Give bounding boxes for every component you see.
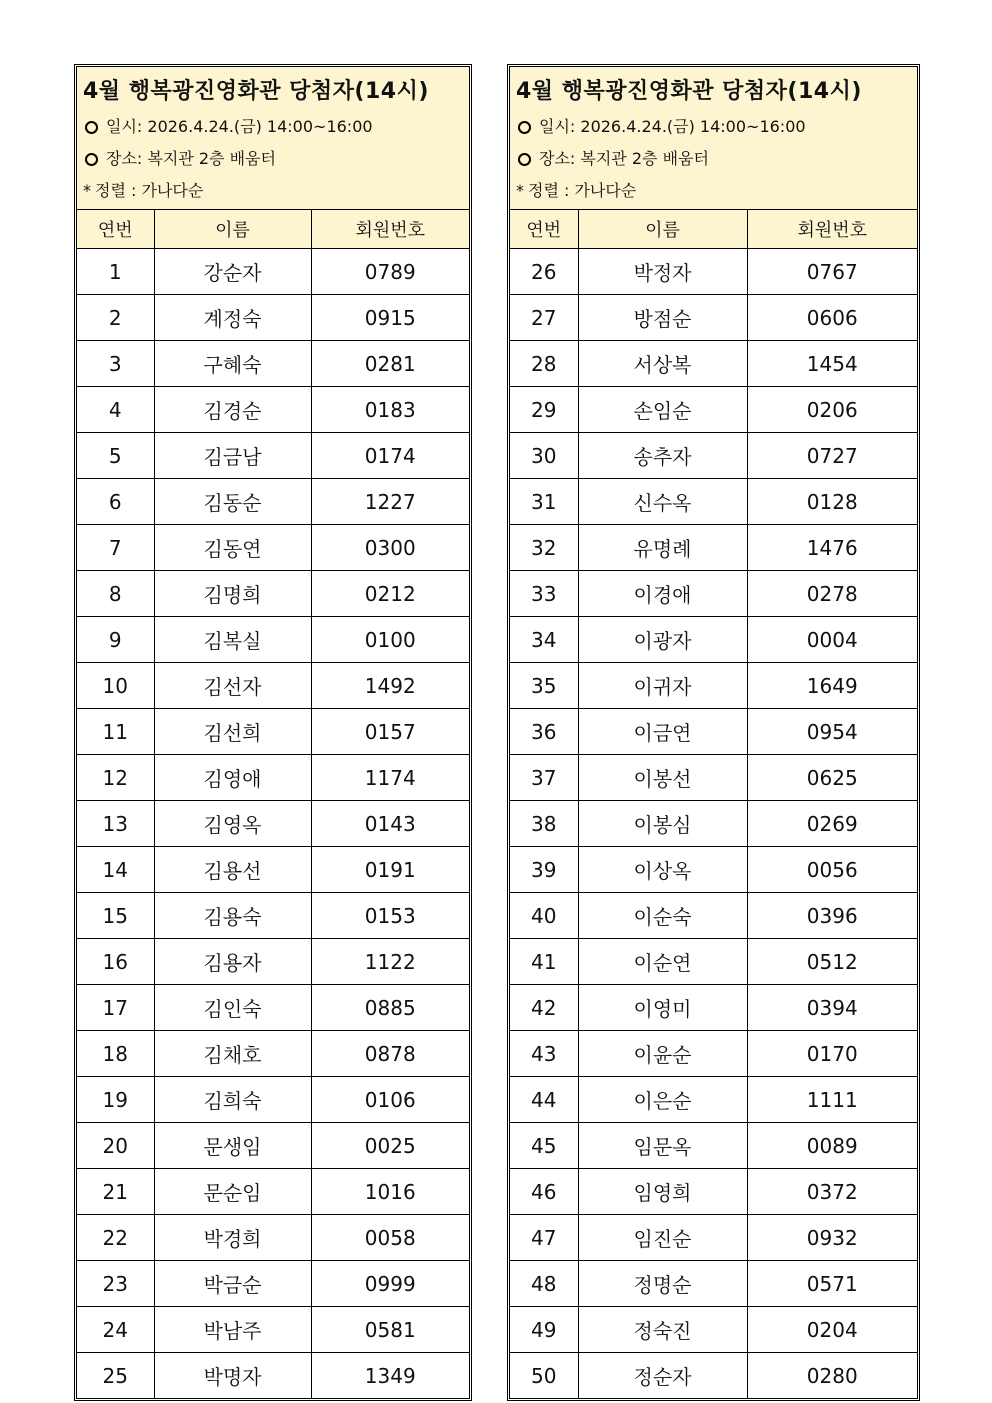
- row-number-cell: 3: [77, 341, 154, 387]
- member-id-cell: 0767: [747, 249, 917, 295]
- table-row: [77, 1215, 469, 1261]
- member-id-cell: 0058: [311, 1215, 469, 1261]
- table-header-row: [77, 210, 469, 249]
- name-cell: 유명례: [578, 525, 747, 571]
- row-number-cell: 27: [510, 295, 578, 341]
- name-cell: 임진순: [578, 1215, 747, 1261]
- member-id-cell: 0153: [311, 893, 469, 939]
- name-cell: 정숙진: [578, 1307, 747, 1353]
- table-row: [510, 801, 917, 847]
- name-cell: 김영옥: [154, 801, 311, 847]
- member-id-cell: 0106: [311, 1077, 469, 1123]
- column-header-name: 이름: [154, 210, 311, 249]
- date-text: 일시: 2026.4.24.(금) 14:00~16:00: [106, 117, 373, 136]
- row-number-cell: 39: [510, 847, 578, 893]
- member-id-cell: 0512: [747, 939, 917, 985]
- member-id-cell: 0954: [747, 709, 917, 755]
- table-row: [77, 893, 469, 939]
- name-cell: 정순자: [578, 1353, 747, 1399]
- row-number-cell: 21: [77, 1169, 154, 1215]
- name-cell: 김희숙: [154, 1077, 311, 1123]
- table-row: [77, 663, 469, 709]
- panel-header: [510, 67, 917, 210]
- row-number-cell: 42: [510, 985, 578, 1031]
- row-number-cell: 4: [77, 387, 154, 433]
- name-cell: 방점순: [578, 295, 747, 341]
- date-line: [516, 111, 911, 143]
- row-number-cell: 30: [510, 433, 578, 479]
- member-id-cell: 0932: [747, 1215, 917, 1261]
- row-number-cell: 41: [510, 939, 578, 985]
- name-cell: 구혜숙: [154, 341, 311, 387]
- table-row: [510, 1215, 917, 1261]
- panel-title: 4월 행복광진영화관 당첨자(14시): [516, 79, 862, 104]
- row-number-cell: 43: [510, 1031, 578, 1077]
- member-id-cell: 0394: [747, 985, 917, 1031]
- table-row: [77, 387, 469, 433]
- name-cell: 김선자: [154, 663, 311, 709]
- circle-bullet-icon: [518, 121, 531, 134]
- name-cell: 정명순: [578, 1261, 747, 1307]
- table-body: [77, 249, 469, 1399]
- asterisk-icon: *: [516, 181, 524, 200]
- row-number-cell: 50: [510, 1353, 578, 1399]
- row-number-cell: 20: [77, 1123, 154, 1169]
- table-row: [77, 1353, 469, 1399]
- row-number-cell: 5: [77, 433, 154, 479]
- table-row: [77, 847, 469, 893]
- member-id-cell: 0128: [747, 479, 917, 525]
- row-number-cell: 47: [510, 1215, 578, 1261]
- sort-line: [83, 175, 463, 207]
- name-cell: 문순임: [154, 1169, 311, 1215]
- name-cell: 김금남: [154, 433, 311, 479]
- table-row: [77, 479, 469, 525]
- row-number-cell: 15: [77, 893, 154, 939]
- place-line: [83, 143, 463, 175]
- name-cell: 김선희: [154, 709, 311, 755]
- name-cell: 임문옥: [578, 1123, 747, 1169]
- name-cell: 김동순: [154, 479, 311, 525]
- member-id-cell: 1174: [311, 755, 469, 801]
- asterisk-icon: *: [83, 181, 91, 200]
- name-cell: 서상복: [578, 341, 747, 387]
- member-id-cell: 0280: [747, 1353, 917, 1399]
- place-line: [516, 143, 911, 175]
- name-cell: 손임순: [578, 387, 747, 433]
- name-cell: 이귀자: [578, 663, 747, 709]
- member-id-cell: 1454: [747, 341, 917, 387]
- member-id-cell: 0269: [747, 801, 917, 847]
- name-cell: 이봉심: [578, 801, 747, 847]
- name-cell: 박금순: [154, 1261, 311, 1307]
- member-id-cell: 0100: [311, 617, 469, 663]
- table-row: [77, 801, 469, 847]
- table-row: [510, 1307, 917, 1353]
- member-id-cell: 0204: [747, 1307, 917, 1353]
- table-row: [77, 249, 469, 295]
- member-id-cell: 1111: [747, 1077, 917, 1123]
- name-cell: 박정자: [578, 249, 747, 295]
- table-row: [510, 985, 917, 1031]
- member-id-cell: 1476: [747, 525, 917, 571]
- member-id-cell: 0191: [311, 847, 469, 893]
- row-number-cell: 2: [77, 295, 154, 341]
- row-number-cell: 49: [510, 1307, 578, 1353]
- table-row: [510, 847, 917, 893]
- row-number-cell: 6: [77, 479, 154, 525]
- table-body: [510, 249, 917, 1399]
- row-number-cell: 14: [77, 847, 154, 893]
- column-header-name: 이름: [578, 210, 747, 249]
- row-number-cell: 32: [510, 525, 578, 571]
- panel-title: 4월 행복광진영화관 당첨자(14시): [83, 79, 429, 104]
- member-id-cell: 0089: [747, 1123, 917, 1169]
- name-cell: 강순자: [154, 249, 311, 295]
- sort-text: 정렬 : 가나다순: [95, 181, 204, 200]
- row-number-cell: 17: [77, 985, 154, 1031]
- member-id-cell: 0625: [747, 755, 917, 801]
- date-text: 일시: 2026.4.24.(금) 14:00~16:00: [539, 117, 806, 136]
- member-id-cell: 0206: [747, 387, 917, 433]
- name-cell: 신수옥: [578, 479, 747, 525]
- member-id-cell: 1649: [747, 663, 917, 709]
- table-row: [510, 709, 917, 755]
- table-row: [510, 1353, 917, 1399]
- winners-table: [77, 210, 469, 1398]
- row-number-cell: 28: [510, 341, 578, 387]
- name-cell: 이봉선: [578, 755, 747, 801]
- table-row: [510, 663, 917, 709]
- name-cell: 이경애: [578, 571, 747, 617]
- member-id-cell: 1016: [311, 1169, 469, 1215]
- member-id-cell: 0056: [747, 847, 917, 893]
- row-number-cell: 22: [77, 1215, 154, 1261]
- name-cell: 김용선: [154, 847, 311, 893]
- name-cell: 이영미: [578, 985, 747, 1031]
- table-row: [77, 1261, 469, 1307]
- row-number-cell: 29: [510, 387, 578, 433]
- table-row: [77, 985, 469, 1031]
- panel-header: [77, 67, 469, 210]
- row-number-cell: 13: [77, 801, 154, 847]
- member-id-cell: 0300: [311, 525, 469, 571]
- row-number-cell: 37: [510, 755, 578, 801]
- member-id-cell: 0581: [311, 1307, 469, 1353]
- member-id-cell: 0571: [747, 1261, 917, 1307]
- row-number-cell: 23: [77, 1261, 154, 1307]
- table-row: [510, 939, 917, 985]
- table-row: [77, 617, 469, 663]
- date-line: [83, 111, 463, 143]
- name-cell: 김경순: [154, 387, 311, 433]
- winners-panel-right: [507, 64, 920, 1401]
- table-row: [510, 525, 917, 571]
- row-number-cell: 19: [77, 1077, 154, 1123]
- name-cell: 김명희: [154, 571, 311, 617]
- table-row: [77, 755, 469, 801]
- row-number-cell: 33: [510, 571, 578, 617]
- table-row: [77, 525, 469, 571]
- row-number-cell: 35: [510, 663, 578, 709]
- name-cell: 송추자: [578, 433, 747, 479]
- column-header-member-id: 회원번호: [311, 210, 469, 249]
- member-id-cell: 0143: [311, 801, 469, 847]
- table-row: [77, 341, 469, 387]
- row-number-cell: 44: [510, 1077, 578, 1123]
- member-id-cell: 0885: [311, 985, 469, 1031]
- row-number-cell: 48: [510, 1261, 578, 1307]
- row-number-cell: 10: [77, 663, 154, 709]
- member-id-cell: 0727: [747, 433, 917, 479]
- name-cell: 김용자: [154, 939, 311, 985]
- row-number-cell: 25: [77, 1353, 154, 1399]
- name-cell: 박명자: [154, 1353, 311, 1399]
- member-id-cell: 0183: [311, 387, 469, 433]
- table-row: [77, 1031, 469, 1077]
- member-id-cell: 0915: [311, 295, 469, 341]
- place-text: 장소: 복지관 2층 배움터: [539, 149, 709, 168]
- member-id-cell: 0372: [747, 1169, 917, 1215]
- table-row: [510, 249, 917, 295]
- member-id-cell: 0278: [747, 571, 917, 617]
- name-cell: 이윤순: [578, 1031, 747, 1077]
- name-cell: 임영희: [578, 1169, 747, 1215]
- row-number-cell: 7: [77, 525, 154, 571]
- column-header-member-id: 회원번호: [747, 210, 917, 249]
- name-cell: 박남주: [154, 1307, 311, 1353]
- member-id-cell: 0606: [747, 295, 917, 341]
- column-header-number: 연번: [510, 210, 578, 249]
- row-number-cell: 40: [510, 893, 578, 939]
- circle-bullet-icon: [85, 121, 98, 134]
- name-cell: 이순연: [578, 939, 747, 985]
- member-id-cell: 0157: [311, 709, 469, 755]
- table-row: [510, 1077, 917, 1123]
- circle-bullet-icon: [85, 153, 98, 166]
- row-number-cell: 31: [510, 479, 578, 525]
- name-cell: 김영애: [154, 755, 311, 801]
- column-header-number: 연번: [77, 210, 154, 249]
- row-number-cell: 34: [510, 617, 578, 663]
- table-row: [510, 755, 917, 801]
- sort-text: 정렬 : 가나다순: [528, 181, 637, 200]
- name-cell: 이상옥: [578, 847, 747, 893]
- table-row: [77, 295, 469, 341]
- member-id-cell: 0281: [311, 341, 469, 387]
- row-number-cell: 46: [510, 1169, 578, 1215]
- table-row: [77, 1077, 469, 1123]
- table-row: [77, 433, 469, 479]
- name-cell: 문생임: [154, 1123, 311, 1169]
- table-row: [510, 1169, 917, 1215]
- row-number-cell: 16: [77, 939, 154, 985]
- member-id-cell: 1122: [311, 939, 469, 985]
- row-number-cell: 8: [77, 571, 154, 617]
- row-number-cell: 11: [77, 709, 154, 755]
- table-header-row: [510, 210, 917, 249]
- row-number-cell: 24: [77, 1307, 154, 1353]
- table-row: [510, 893, 917, 939]
- name-cell: 계정숙: [154, 295, 311, 341]
- name-cell: 김복실: [154, 617, 311, 663]
- winners-panel-left: [74, 64, 472, 1401]
- table-row: [510, 571, 917, 617]
- row-number-cell: 18: [77, 1031, 154, 1077]
- table-row: [77, 1307, 469, 1353]
- table-row: [510, 1261, 917, 1307]
- name-cell: 김동연: [154, 525, 311, 571]
- table-row: [510, 617, 917, 663]
- name-cell: 이금연: [578, 709, 747, 755]
- member-id-cell: 1492: [311, 663, 469, 709]
- circle-bullet-icon: [518, 153, 531, 166]
- name-cell: 이은순: [578, 1077, 747, 1123]
- name-cell: 이광자: [578, 617, 747, 663]
- row-number-cell: 12: [77, 755, 154, 801]
- winners-table: [510, 210, 917, 1398]
- row-number-cell: 26: [510, 249, 578, 295]
- table-row: [510, 295, 917, 341]
- table-row: [77, 1169, 469, 1215]
- name-cell: 이순숙: [578, 893, 747, 939]
- member-id-cell: 1227: [311, 479, 469, 525]
- sort-line: [516, 175, 911, 207]
- row-number-cell: 1: [77, 249, 154, 295]
- member-id-cell: 0174: [311, 433, 469, 479]
- member-id-cell: 1349: [311, 1353, 469, 1399]
- table-row: [77, 709, 469, 755]
- name-cell: 김채호: [154, 1031, 311, 1077]
- table-row: [77, 1123, 469, 1169]
- member-id-cell: 0170: [747, 1031, 917, 1077]
- name-cell: 김용숙: [154, 893, 311, 939]
- member-id-cell: 0999: [311, 1261, 469, 1307]
- table-row: [510, 387, 917, 433]
- table-row: [77, 571, 469, 617]
- table-row: [510, 341, 917, 387]
- row-number-cell: 38: [510, 801, 578, 847]
- row-number-cell: 36: [510, 709, 578, 755]
- table-row: [510, 1031, 917, 1077]
- table-row: [510, 1123, 917, 1169]
- table-row: [77, 939, 469, 985]
- member-id-cell: 0025: [311, 1123, 469, 1169]
- place-text: 장소: 복지관 2층 배움터: [106, 149, 276, 168]
- member-id-cell: 0789: [311, 249, 469, 295]
- member-id-cell: 0212: [311, 571, 469, 617]
- table-row: [510, 433, 917, 479]
- member-id-cell: 0878: [311, 1031, 469, 1077]
- member-id-cell: 0004: [747, 617, 917, 663]
- name-cell: 김인숙: [154, 985, 311, 1031]
- row-number-cell: 9: [77, 617, 154, 663]
- name-cell: 박경희: [154, 1215, 311, 1261]
- row-number-cell: 45: [510, 1123, 578, 1169]
- table-row: [510, 479, 917, 525]
- member-id-cell: 0396: [747, 893, 917, 939]
